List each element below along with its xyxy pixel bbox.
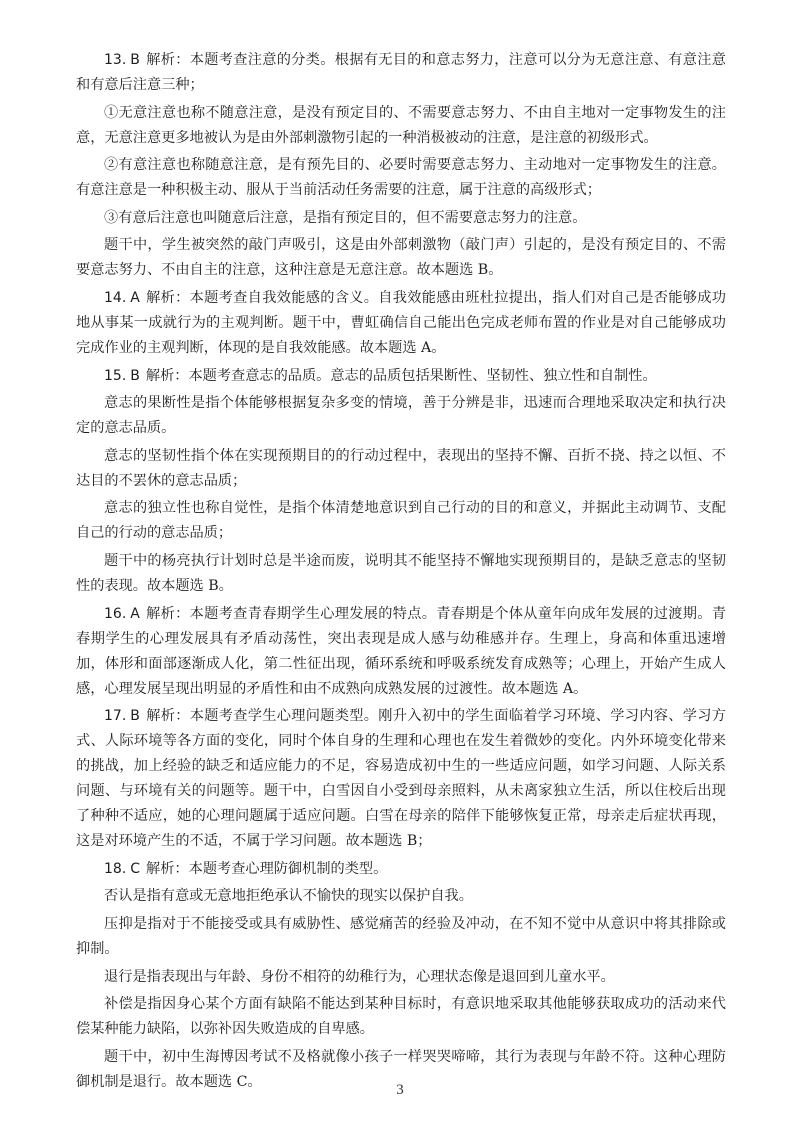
explanation-text: 本题考查青春期学生心理发展的特点。青春期是个体从童年向成年发展的过渡期。青春期学生的心理发展具有矛盾动荡性，突出表现是成人感与幼稚感并存。生理上，身高和体重迅速增加，体形和面部逐渐成人化，第二性征出现，循环系统和呼吸系统发育成熟等；心理上，开始产生成人感，心理发展呈现出明显的矛盾性和由不成熟向成熟发展的过渡性。故本题选 A。 bbox=[76, 605, 726, 697]
explanation-label: 解析： bbox=[146, 860, 189, 877]
paragraph-text: 退行是指表现出与年龄、身份不相符的幼稚行为，心理状态像是退回到儿童水平。 bbox=[104, 968, 615, 985]
paragraph-text: 否认是指有意或无意地拒绝承认不愉快的现实以保护自我。 bbox=[104, 888, 473, 905]
explanation-paragraph bbox=[76, 153, 726, 203]
paragraph-text: 意志的独立性也称自觉性，是指个体清楚地意识到自己行动的目的和意义，并据此主动调节、支配自己的行动的意志品质； bbox=[76, 500, 726, 542]
explanation-paragraph bbox=[76, 444, 726, 494]
explanation-paragraph bbox=[76, 992, 726, 1042]
question-explanation bbox=[76, 857, 726, 882]
paragraph-text: 压抑是指对于不能接受或具有威胁性、感觉痛苦的经验及冲动，在不知不觉中从意识中将其排除或抑制。 bbox=[76, 915, 726, 957]
question-number: 14. bbox=[104, 289, 127, 306]
question-explanation bbox=[76, 48, 726, 98]
question-explanation bbox=[76, 602, 726, 702]
paragraph-text: ①无意注意也称不随意注意，是没有预定目的、不需要意志努力、不由自主地对一定事物发生的注意，无意注意更多地被认为是由外部刺激物引起的一种消极被动的注意，是注意的初级形式。 bbox=[76, 104, 726, 146]
explanation-label: 解析： bbox=[145, 52, 190, 68]
explanation-paragraph bbox=[76, 884, 726, 909]
answer-letter: B bbox=[130, 52, 140, 68]
paragraph-text: ③有意后注意也叫随意后注意，是指有预定目的，但不需要意志努力的注意。 bbox=[104, 209, 587, 226]
question-number: 18. bbox=[104, 860, 127, 877]
explanation-paragraph bbox=[76, 391, 726, 441]
paragraph-text: 意志的坚韧性指个体在实现预期目的的行动过程中，表现出的坚持不懈、百折不挠、持之以恒、不达目的不罢休的意志品质； bbox=[76, 447, 726, 489]
paragraph-text: 题干中，初中生海博因考试不及格就像小孩子一样哭哭啼啼，其行为表现与年龄不符。这种心理防御机制是退行。故本题选 C。 bbox=[76, 1048, 726, 1090]
answer-letter: B bbox=[130, 367, 140, 384]
explanation-label: 解析： bbox=[145, 289, 190, 306]
paragraph-text: 题干中，学生被突然的敲门声吸引，这是由外部刺激物（敲门声）引起的，是没有预定目的、不需要意志努力、不由自主的注意，这种注意是无意注意。故本题选 B。 bbox=[76, 237, 726, 279]
question-number: 15. bbox=[104, 367, 127, 384]
explanation-label: 解析： bbox=[145, 708, 190, 725]
explanation-paragraph bbox=[76, 101, 726, 151]
paragraph-text: 补偿是指因身心某个方面有缺陷不能达到某种目标时，有意识地采取其他能够获取成功的活动来代偿某种能力缺陷，以弥补因失败造成的自卑感。 bbox=[76, 996, 726, 1038]
paragraph-text: 意志的果断性是指个体能够根据复杂多变的情境，善于分辨是非，迅速而合理地采取决定和执行决定的意志品质。 bbox=[76, 395, 726, 437]
question-number: 13. bbox=[104, 52, 127, 68]
explanation-text: 本题考查心理防御机制的类型。 bbox=[188, 860, 388, 877]
question-explanation bbox=[76, 704, 726, 854]
explanation-paragraph bbox=[76, 233, 726, 283]
explanation-label: 解析： bbox=[145, 605, 190, 622]
explanation-paragraph bbox=[76, 549, 726, 599]
answer-explanations bbox=[76, 48, 726, 1097]
explanation-paragraph bbox=[76, 496, 726, 546]
explanation-label: 解析： bbox=[145, 367, 189, 384]
answer-letter: A bbox=[130, 605, 140, 622]
explanation-text: 本题考查意志的品质。意志的品质包括果断性、坚韧性、独立性和自制性。 bbox=[188, 367, 657, 384]
paragraph-text: ②有意注意也称随意注意，是有预先目的、必要时需要意志努力、主动地对一定事物发生的注意。有意注意是一种积极主动、服从于当前活动任务需要的注意，属于注意的高级形式； bbox=[76, 157, 726, 199]
explanation-paragraph bbox=[76, 912, 726, 962]
page-number: 3 bbox=[396, 1082, 404, 1098]
question-number: 16. bbox=[104, 605, 127, 622]
answer-letter: B bbox=[130, 708, 140, 725]
explanation-text: 本题考查注意的分类。根据有无目的和意志努力，注意可以分为无意注意、有意注意和有意后注意三种； bbox=[76, 52, 726, 93]
question-explanation bbox=[76, 286, 726, 361]
question-number: 17. bbox=[104, 708, 127, 725]
explanation-text: 本题考查自我效能感的含义。自我效能感由班杜拉提出，指人们对自己是否能够成功地从事某一成就行为的主观判断。题干中，曹虹确信自己能出色完成老师布置的作业是对自己能够成功完成作业的主观判断，体现的是自我效能感。故本题选 A。 bbox=[76, 289, 726, 356]
answer-letter: A bbox=[130, 289, 140, 306]
explanation-paragraph bbox=[76, 965, 726, 990]
paragraph-text: 题干中的杨亮执行计划时总是半途而废，说明其不能坚持不懈地实现预期目的，是缺乏意志的坚韧性的表现。故本题选 B。 bbox=[76, 552, 726, 594]
explanation-text: 本题考查学生心理问题类型。刚升入初中的学生面临着学习环境、学习内容、学习方式、人际环境等各方面的变化，同时个体自身的生理和心理也在发生着微妙的变化。内外环境变化带来的挑战，加上经验的缺乏和适应能力的不足，容易造成初中生的一些适应问题，如学习问题、人际关系问题、与环境有关的问题等。题干中，白雪因自小受到母亲照料，从未离家独立生活，所以住校后出现了种种不适应，她的心理问题属于适应问题。白雪在母亲的陪伴下能够恢复正常，母亲走后症状再现，这是对环境产生的不适，不属于学习问题。故本题选 B； bbox=[76, 708, 726, 850]
explanation-paragraph bbox=[76, 206, 726, 231]
answer-letter: C bbox=[130, 860, 141, 877]
question-explanation bbox=[76, 364, 726, 389]
